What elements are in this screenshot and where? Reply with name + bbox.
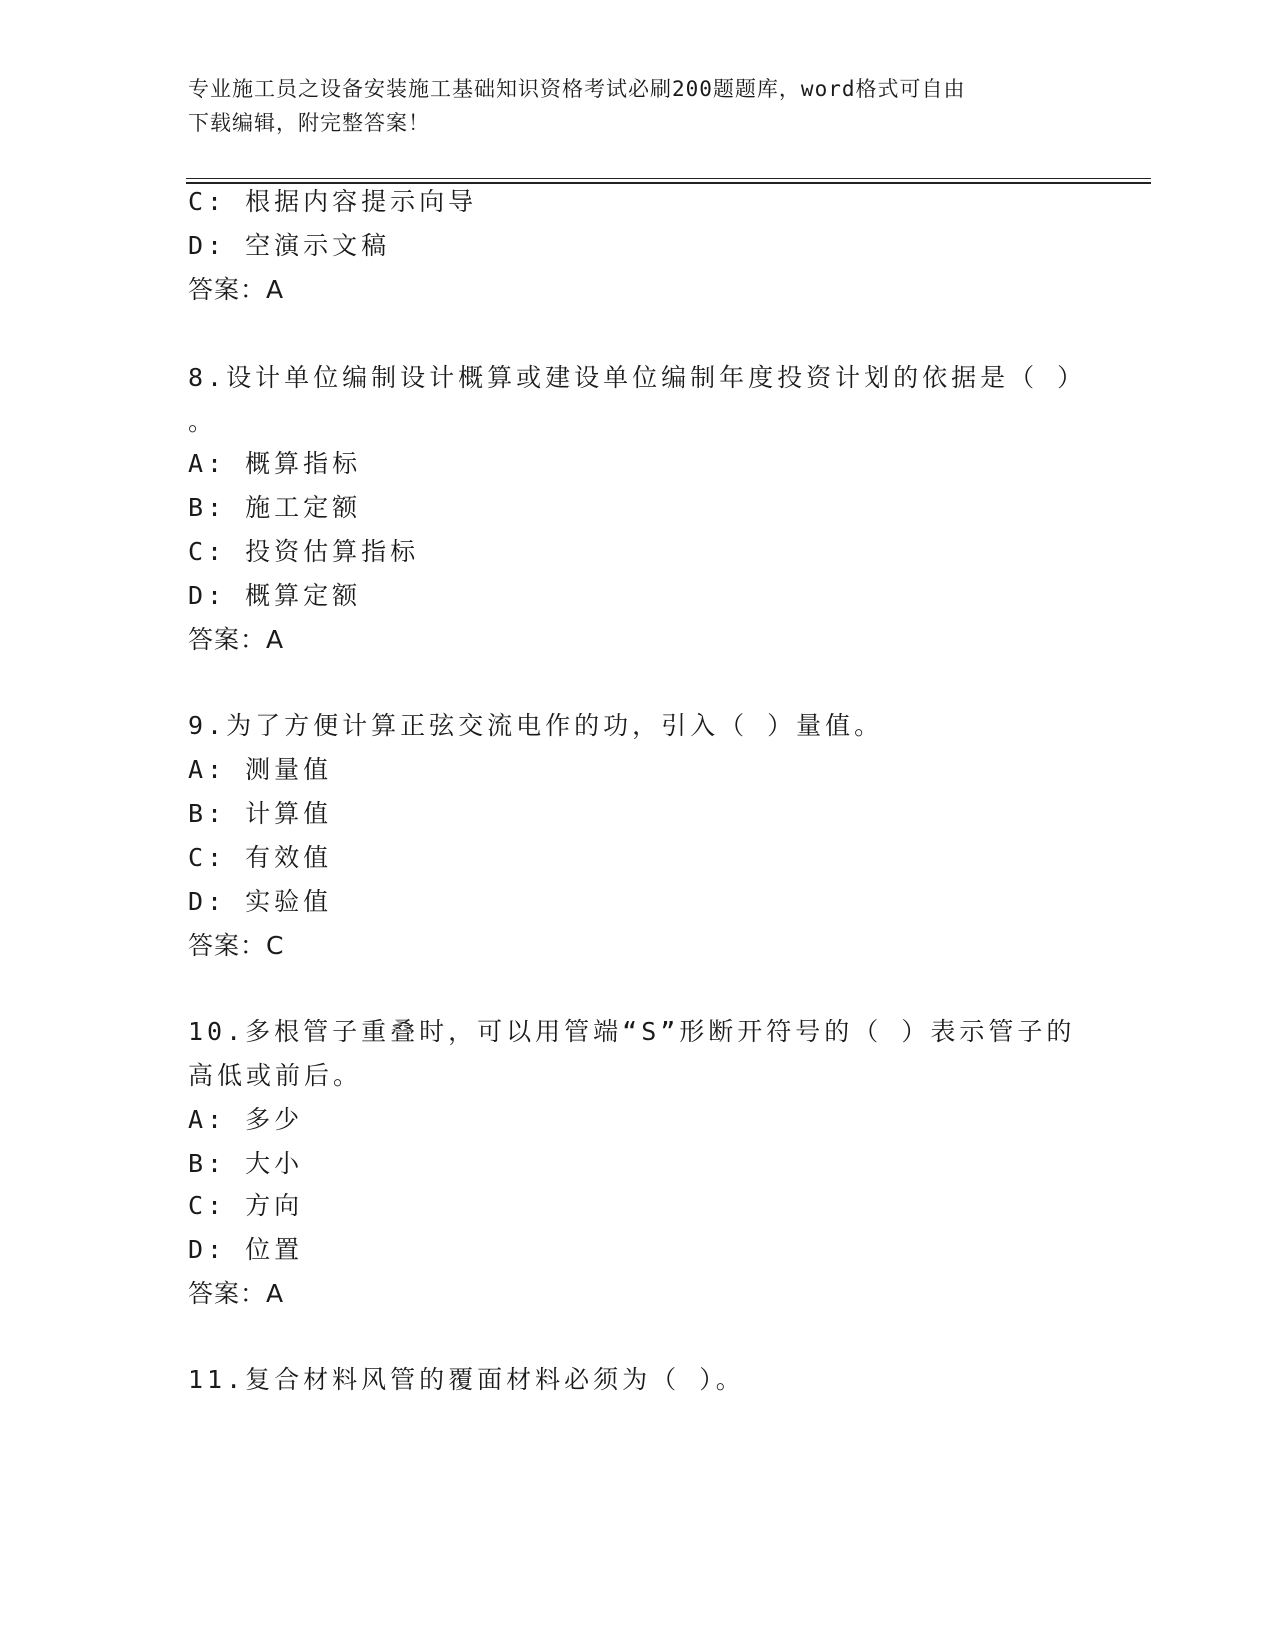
q9-option-a: A: 测量值	[188, 755, 333, 784]
q10-option-b: B: 大小	[188, 1149, 304, 1178]
q8-option-a: A: 概算指标	[188, 449, 362, 478]
q9-question: 9.为了方便计算正弦交流电作的功，引入（ ）量值。	[188, 711, 884, 740]
document-header	[188, 72, 1068, 140]
q8-answer: 答案：A	[188, 625, 285, 654]
q10-answer: 答案：A	[188, 1279, 285, 1308]
q10-question-line2: 高低或前后。	[188, 1061, 363, 1090]
q9-option-b: B: 计算值	[188, 799, 333, 828]
q8-option-c: C: 投资估算指标	[188, 537, 420, 566]
q9-option-c: C: 有效值	[188, 843, 333, 872]
q10-question-line1: 10.多根管子重叠时，可以用管端“S”形断开符号的（ ）表示管子的	[188, 1017, 1076, 1046]
q7-option-c: C: 根据内容提示向导	[188, 187, 478, 216]
q11-question: 11.复合材料风管的覆面材料必须为（ ）。	[188, 1365, 745, 1394]
q7-option-d: D: 空演示文稿	[188, 231, 391, 260]
header-divider-thick	[186, 182, 1151, 184]
q10-option-d: D: 位置	[188, 1235, 304, 1264]
q9-answer: 答案：C	[188, 931, 285, 960]
q8-option-b: B: 施工定额	[188, 493, 362, 522]
q10-option-a: A: 多少	[188, 1105, 304, 1134]
q10-option-c: C: 方向	[188, 1191, 304, 1220]
q8-question-line1: 8.设计单位编制设计概算或建设单位编制年度投资计划的依据是（ ）	[188, 363, 1087, 392]
header-title-line2: 下载编辑，附完整答案！	[188, 111, 430, 135]
q8-option-d: D: 概算定额	[188, 581, 362, 610]
q7-answer: 答案：A	[188, 275, 285, 304]
header-divider-thin	[186, 178, 1151, 179]
q8-question-line2: 。	[188, 407, 218, 436]
q9-option-d: D: 实验值	[188, 887, 333, 916]
header-title-line1: 专业施工员之设备安装施工基础知识资格考试必刷200题题库，word格式可自由	[188, 77, 966, 101]
